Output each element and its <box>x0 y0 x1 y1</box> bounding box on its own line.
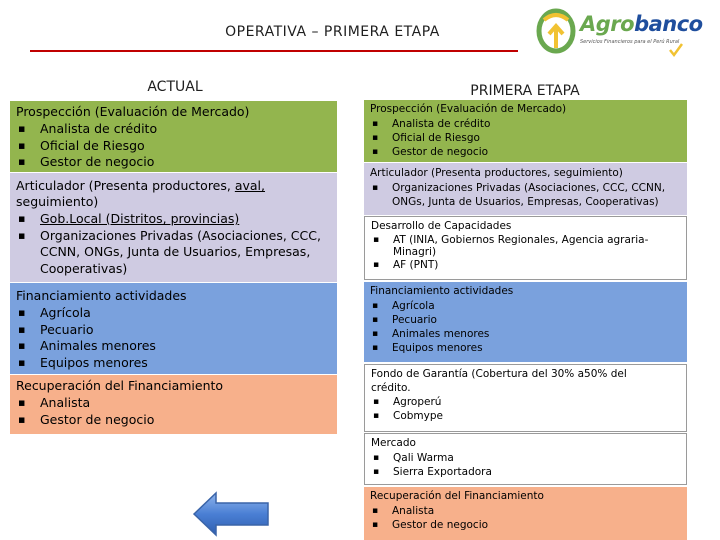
right-recuperacion-box <box>364 487 687 540</box>
list-item: ▪ Cobmype <box>371 409 680 423</box>
list-item: ▪ Analista de crédito <box>370 117 681 131</box>
list-item: ▪ Pecuario <box>16 322 331 339</box>
list-item: ▪ Qali Warma <box>371 451 680 465</box>
logo-tagline: Servicios Financieros para el Perú Rural <box>580 39 680 45</box>
right-financiamiento-box <box>364 282 687 362</box>
box-title: Recuperación del Financiamiento <box>16 378 224 393</box>
list-item: ▪ Animales menores <box>16 338 331 355</box>
list-item: ▪ Organizaciones Privadas (Asociaciones, CCC, CCNN, ONGs, Junta de Usuarios, Empresas, Cooperativas) <box>16 228 331 278</box>
right-desarrollo-box <box>364 216 687 280</box>
left-articulador-box <box>10 173 337 282</box>
list-item: ▪ Analista <box>16 395 331 412</box>
left-prospeccion-box <box>10 101 337 172</box>
list-item: ▪ Oficial de Riesgo <box>16 138 331 155</box>
box-title: Fondo de Garantía (Cobertura del 30% a50% del crédito. <box>371 368 627 394</box>
list-item: ▪ Organizaciones Privadas (Asociaciones, CCC, CCNN, ONGs, Junta de Usuarios, Empresas, Cooperativas) <box>370 181 681 209</box>
page-title: OPERATIVA – PRIMERA ETAPA <box>225 24 440 40</box>
list-item: ▪ Gestor de negocio <box>370 145 681 159</box>
right-articulador-box <box>364 163 687 215</box>
right-mercado-box <box>364 433 687 485</box>
box-title: Mercado <box>371 437 416 449</box>
list-item: ▪ Animales menores <box>370 327 681 341</box>
left-recuperacion-box <box>10 375 337 434</box>
list-item: ▪ Gestor de negocio <box>370 518 681 532</box>
left-financiamiento-box <box>10 283 337 374</box>
right-prospeccion-box <box>364 100 687 162</box>
title-underline <box>30 50 518 52</box>
list-item: ▪ Analista <box>370 504 681 518</box>
box-title: Articulador (Presenta productores, aval, seguimiento) <box>16 178 266 209</box>
box-title: Financiamiento actividades <box>370 285 514 297</box>
box-title: Articulador (Presenta productores, seguimiento) <box>370 167 623 179</box>
box-title: Prospección (Evaluación de Mercado) <box>16 104 250 119</box>
list-item: ▪ Gob.Local (Distritos, provincias) <box>16 211 331 228</box>
list-item: ▪ Oficial de Riesgo <box>370 131 681 145</box>
box-title: Recuperación del Financiamiento <box>370 490 544 502</box>
box-title: Financiamiento actividades <box>16 288 187 303</box>
logo-wordmark: Agrobanco <box>580 12 703 36</box>
left-arrow-icon <box>192 490 270 538</box>
list-item: ▪ Agroperú <box>371 395 680 409</box>
box-title: Desarrollo de Capacidades <box>371 220 512 232</box>
list-item: ▪ Pecuario <box>370 313 681 327</box>
list-item: ▪ AF (PNT) <box>371 259 680 272</box>
list-item: ▪ Equipos menores <box>16 355 331 372</box>
right-column-heading: PRIMERA ETAPA <box>470 83 580 99</box>
list-item: ▪ Gestor de negocio <box>16 154 331 171</box>
list-item: ▪ Agrícola <box>16 305 331 322</box>
list-item: ▪ AT (INIA, Gobiernos Regionales, Agencia agraria- Minagri) <box>371 234 680 259</box>
left-column-heading: ACTUAL <box>147 79 203 95</box>
agrobanco-logo <box>536 8 703 56</box>
list-item: ▪ Gestor de negocio <box>16 412 331 429</box>
list-item: ▪ Sierra Exportadora <box>371 465 680 479</box>
list-item: ▪ Equipos menores <box>370 341 681 355</box>
checkmark-icon <box>668 42 684 58</box>
list-item: ▪ Analista de crédito <box>16 121 331 138</box>
box-title: Prospección (Evaluación de Mercado) <box>370 103 567 115</box>
agrobanco-emblem-icon <box>536 8 576 54</box>
list-item: ▪ Agrícola <box>370 299 681 313</box>
right-fondo-box <box>364 364 687 432</box>
